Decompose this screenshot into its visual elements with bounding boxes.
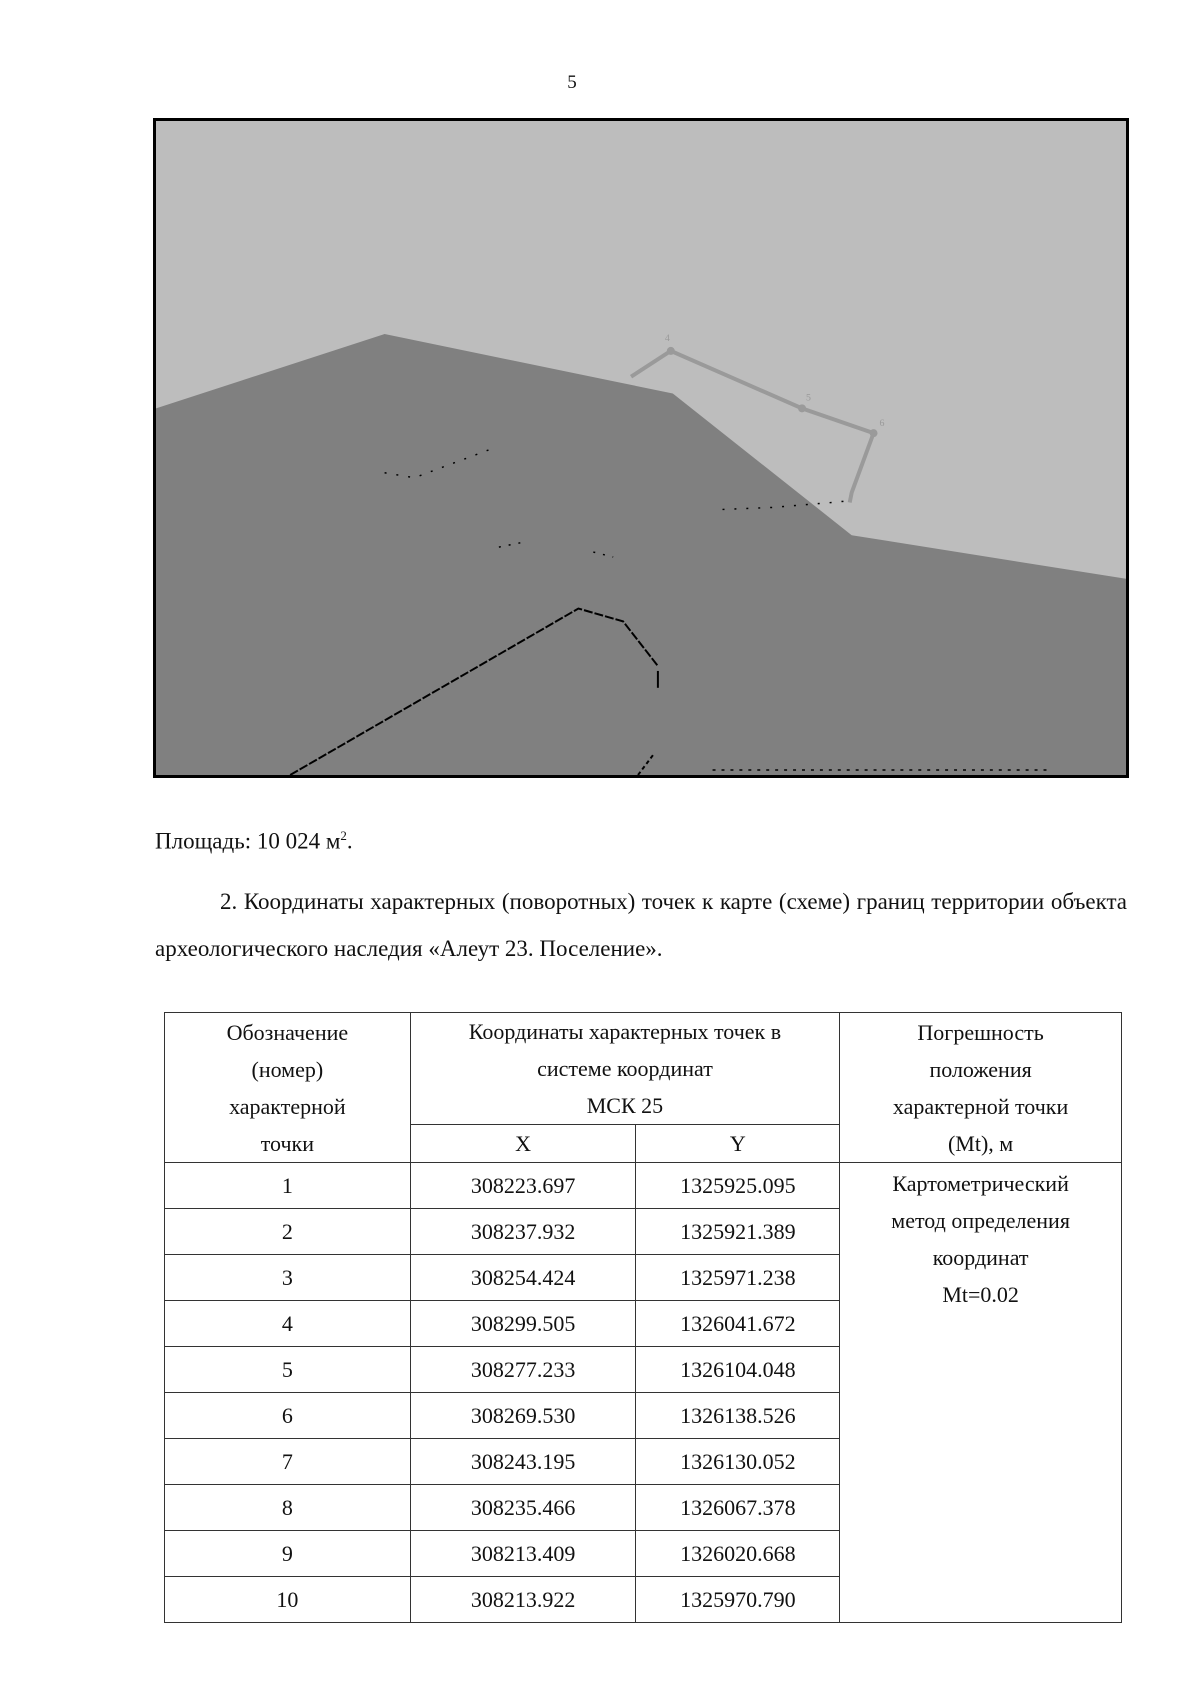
- note-line: координат: [932, 1245, 1029, 1270]
- map-canvas: [156, 121, 1126, 775]
- point-number: 8: [165, 1485, 411, 1531]
- x-value: 308213.409: [410, 1531, 636, 1577]
- area-superscript: 2: [340, 828, 347, 843]
- area-text: Площадь: 10 024 м: [155, 828, 341, 854]
- x-value: 308243.195: [410, 1439, 636, 1485]
- point-number: 9: [165, 1531, 411, 1577]
- point-number: 4: [165, 1301, 411, 1347]
- x-value: 308269.530: [410, 1393, 636, 1439]
- coordinates-table: [164, 1012, 1122, 1623]
- y-value: 1326104.048: [636, 1347, 840, 1393]
- y-value: 1325970.790: [636, 1577, 840, 1623]
- boundary-map: [153, 118, 1129, 778]
- note-line: Картометрический: [892, 1171, 1069, 1196]
- x-value: 308254.424: [410, 1255, 636, 1301]
- point-label-5: 5: [805, 392, 811, 404]
- boundary-point-4: [667, 347, 675, 355]
- table-row: [165, 1163, 1122, 1209]
- header-x: X: [410, 1125, 636, 1163]
- header-line: точки: [260, 1130, 314, 1156]
- y-value: 1326138.526: [636, 1393, 840, 1439]
- point-number: 5: [165, 1347, 411, 1393]
- header-line: (Mt), м: [947, 1130, 1014, 1156]
- y-value: 1325921.389: [636, 1209, 840, 1255]
- point-number: 3: [165, 1255, 411, 1301]
- x-value: 308213.922: [410, 1577, 636, 1623]
- header-line: характерной точки: [892, 1093, 1069, 1119]
- land-area: [156, 334, 1126, 775]
- boundary-point-5: [798, 404, 806, 412]
- x-value: 308223.697: [410, 1163, 636, 1209]
- header-line: положения: [929, 1056, 1032, 1082]
- y-value: 1326067.378: [636, 1485, 840, 1531]
- header-line: характерной: [229, 1093, 346, 1119]
- y-value: 1325971.238: [636, 1255, 840, 1301]
- boundary-point-6: [870, 429, 878, 437]
- area-suffix: .: [346, 828, 353, 854]
- header-y: Y: [636, 1125, 840, 1163]
- x-value: 308277.233: [410, 1347, 636, 1393]
- header-line: системе координат: [537, 1056, 713, 1081]
- note-line: Mt=0.02: [942, 1282, 1019, 1307]
- x-value: 308237.932: [410, 1209, 636, 1255]
- error-note: [840, 1163, 1122, 1623]
- y-value: 1325925.095: [636, 1163, 840, 1209]
- point-number: 6: [165, 1393, 411, 1439]
- point-number: 1: [165, 1163, 411, 1209]
- point-number: 2: [165, 1209, 411, 1255]
- point-number: 10: [165, 1577, 411, 1623]
- note-line: метод определения: [891, 1208, 1070, 1233]
- x-value: 308299.505: [410, 1301, 636, 1347]
- x-value: 308235.466: [410, 1485, 636, 1531]
- point-number: 7: [165, 1439, 411, 1485]
- header-line: Погрешность: [917, 1019, 1044, 1045]
- header-line: Координаты характерных точек в: [468, 1019, 782, 1044]
- header-line: МСК 25: [586, 1093, 664, 1118]
- header-position-error: [840, 1013, 1122, 1163]
- area-line: [155, 828, 353, 855]
- coordinates-paragraph: 2. Координаты характерных (поворотных) точек к карте (схеме) границ территории объекта археологического наследия «Алеут 23. Поселение».: [155, 889, 1127, 961]
- header-line: (номер): [251, 1056, 324, 1082]
- y-value: 1326130.052: [636, 1439, 840, 1485]
- y-value: 1326020.668: [636, 1531, 840, 1577]
- y-value: 1326041.672: [636, 1301, 840, 1347]
- header-line: Обозначение: [226, 1019, 349, 1045]
- header-point-designation: [165, 1013, 411, 1163]
- point-label-4: 4: [664, 332, 670, 344]
- page-number: 5: [567, 72, 577, 93]
- header-coordinates: [410, 1013, 840, 1125]
- point-label-6: 6: [879, 418, 885, 430]
